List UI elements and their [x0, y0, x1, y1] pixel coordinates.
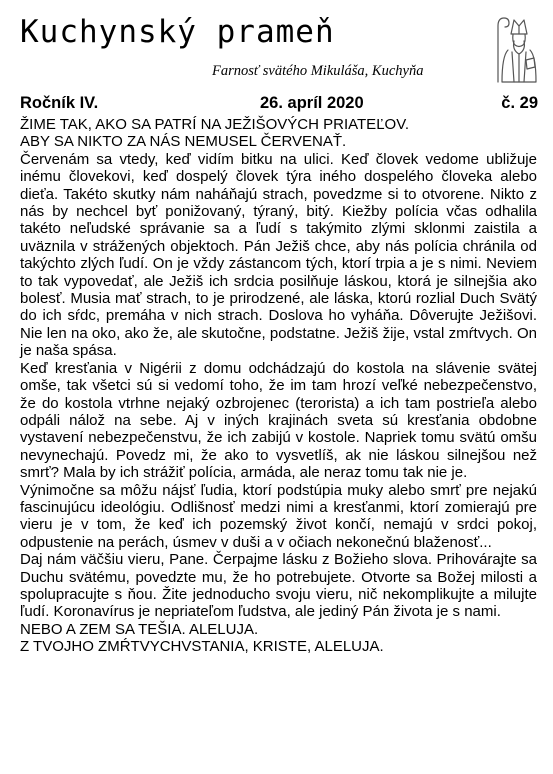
article-paragraph-2: Keď kresťania v Nigérii z domu odchádzajú do kostola na slávenie svätej omše, tak všetci sú si vedomí toho, že im tam hrozí veľké nebezpečenstvo, že do kostola vtrhne nejaký ozbrojenec (terorista) a ich tam postrieľa alebo odpáli nálož na sebe. Aj v iných krajinách sveta sú kresťania obdobne vystavení nebezpečenstvu, že ich zabijú v kostole. Napriek tomu svätú omšu nevynechajú. Povedz mi, že ako to vysvetlíš, ak nie láskou silnejšou než smrť? Mala by ich strážiť polícia, armáda, ale neraz tomu tak nie je. — [20, 359, 537, 482]
masthead — [0, 0, 553, 92]
closing-line-1: NEBO A ZEM SA TEŠIA. ALELUJA. — [20, 620, 259, 638]
article-paragraph-4: Daj nám väčšiu vieru, Pane. Čerpajme lásku z Božieho slova. Prihovárajte sa Duchu svätému, povedzte mu, že ho potrebujete. Otvorte sa Božej milosti a spolupracujte s ňou. Žite jednoducho svoju vieru, nič nekomplikujte a milujte ľudí. Koronavírus je nepriateľom ľudstva, ale jediný Pán života je s nami. — [20, 551, 537, 621]
saint-nicholas-bishop-icon — [490, 12, 540, 86]
article-heading-2: ABY SA NIKTO ZA NÁS NEMUSEL ČERVENAŤ. — [20, 133, 347, 151]
article-body — [20, 116, 537, 656]
article-heading-1: ŽIME TAK, AKO SA PATRÍ NA JEŽIŠOVÝCH PRIATEĽOV. — [20, 116, 409, 133]
volume-label: Ročník IV. — [20, 94, 99, 112]
article-paragraph-3: Výnimočne sa môžu nájsť ľudia, ktorí podstúpia muky alebo smrť pre nejakú fascinujúcu ideológiu. Odlišnosť medzi nimi a kresťanmi, ktorí zomierajú pre vieru je v tom, že keď ich pozemský život končí, nemajú v srdci pokoj, odpustenie na perách, úsmev v duši a v očiach nekonečnú blaženosť... — [20, 481, 537, 551]
issue-number: č. 29 — [501, 94, 538, 112]
issue-bar — [20, 94, 538, 116]
issue-date: 26. apríl 2020 — [260, 94, 364, 112]
article-paragraph-1: Červenám sa vtedy, keď vidím bitku na ulici. Keď človek vedome ubližuje inému človekovi, keď dospelý človek týra iného dospelého človeka alebo dieťa. Takéto skutky nám naháňajú strach, povedzme si to otvorene. Nikto z nás by nechcel byť ponižovaný, týraný, bitý. Kiežby polícia včas odhalila takéto neľudské správanie sa a ľudí s takýmito zlými sklonmi zaistila a uväznila v strážených objektoch. Pán Ježiš chce, aby nás polícia chránila od takýchto zlých ľudí. On je vždy zástancom tých, ktorí trpia a je s nimi. Neviem to tak vypovedať, ale Ježiš ich srdcia posilňuje láskou, ktorá je silnejšia ako bolesť. Musia mať strach, to je prirodzené, ale láska, ktorú rozlial Duch Svätý do ich sŕdc, premáha v nich strach. Doslova ho vyháňa. Dôverujte Ježišovi. Nie len na oko, ako že, ale skutočne, podstatne. Ježiš žije, vstal zmŕtvych. On je naša spása. — [20, 150, 537, 360]
parish-subtitle: Farnosť svätého Mikuláša, Kuchyňa — [212, 63, 424, 79]
closing-line-2: Z TVOJHO ZMŔTVYCHVSTANIA, KRISTE, ALELUJA. — [20, 638, 384, 656]
newsletter-title: Kuchynský prameň — [20, 14, 335, 50]
